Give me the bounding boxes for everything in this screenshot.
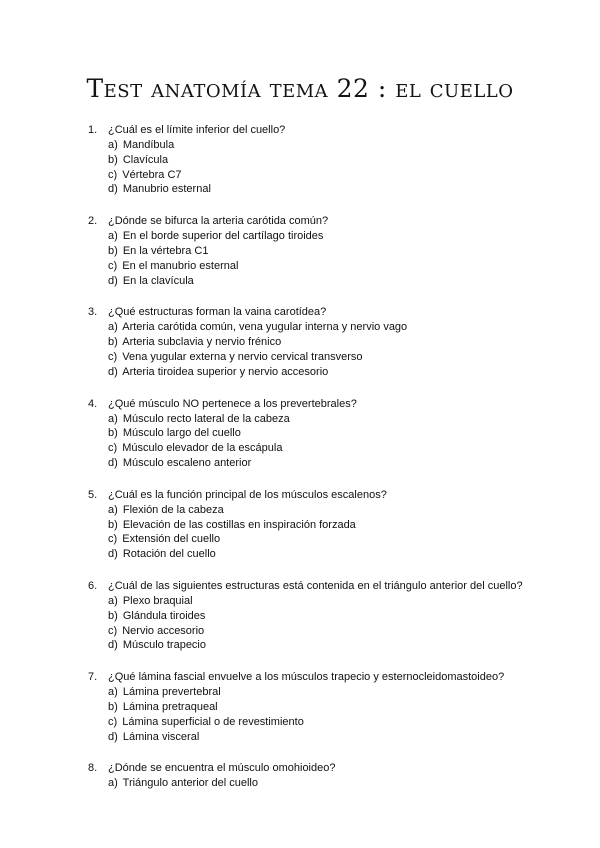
question-item — [88, 579, 568, 653]
question-item — [88, 123, 568, 197]
option-text: Músculo escaleno anterior — [122, 456, 252, 469]
option-item — [108, 320, 568, 335]
question-item — [88, 670, 568, 744]
question-item — [88, 761, 568, 791]
option-item — [108, 426, 568, 441]
option-list — [108, 320, 568, 379]
option-text: Músculo elevador de la escápula — [122, 442, 283, 455]
question-number: 8. — [88, 762, 98, 775]
option-list — [108, 503, 568, 562]
option-item — [108, 153, 568, 168]
option-list — [108, 412, 568, 471]
option-list — [108, 685, 568, 744]
question-number: 3. — [88, 306, 98, 319]
option-text: Triángulo anterior del cuello — [122, 777, 258, 790]
question-item — [88, 488, 568, 562]
option-letter: d) — [108, 730, 118, 743]
option-letter: b) — [108, 518, 118, 531]
option-letter: b) — [108, 427, 118, 440]
option-text: Músculo trapecio — [122, 639, 206, 652]
option-letter: b) — [108, 700, 118, 713]
option-text: Lámina prevertebral — [122, 686, 221, 699]
option-item — [108, 412, 568, 427]
question-text: ¿Qué estructuras forman la vaina carotídea? — [108, 306, 327, 319]
option-item — [108, 259, 568, 274]
option-item — [108, 274, 568, 289]
option-letter: a) — [108, 230, 118, 243]
option-item — [108, 532, 568, 547]
option-letter: c) — [108, 624, 118, 637]
question-text: ¿Qué lámina fascial envuelve a los músculos trapecio y esternocleidomastoideo? — [108, 671, 505, 684]
question-number: 6. — [88, 579, 98, 592]
question-text: ¿Qué músculo NO pertenece a los prevertebrales? — [108, 397, 357, 410]
option-item — [108, 730, 568, 745]
option-item — [108, 609, 568, 624]
option-item — [108, 503, 568, 518]
option-letter: b) — [108, 153, 118, 166]
question-text: ¿Cuál es la función principal de los músculos escalenos? — [108, 488, 387, 501]
option-text: Vértebra C7 — [122, 168, 182, 181]
option-letter: a) — [108, 686, 118, 699]
option-text: En la vértebra C1 — [122, 244, 209, 257]
option-text: Mandíbula — [122, 139, 175, 151]
option-letter: a) — [108, 321, 118, 334]
question-item — [88, 214, 568, 288]
option-item — [108, 350, 568, 365]
question-item — [88, 397, 568, 471]
option-letter: c) — [108, 715, 118, 728]
option-letter: a) — [108, 777, 118, 790]
option-text: Rotación del cuello — [122, 548, 216, 561]
option-text: Glándula tiroides — [122, 609, 206, 622]
page-title: Test anatomía tema 22 : el cuello — [86, 74, 514, 103]
option-text: Músculo largo del cuello — [122, 427, 241, 440]
option-letter: b) — [108, 244, 118, 257]
option-letter: d) — [108, 639, 118, 652]
question-number: 5. — [88, 488, 98, 501]
question-number: 2. — [88, 215, 98, 228]
option-letter: c) — [108, 442, 118, 455]
option-letter: a) — [108, 594, 118, 607]
option-item — [108, 335, 568, 350]
option-list — [108, 776, 568, 791]
option-text: Arteria carótida común, vena yugular interna y nervio vago — [122, 321, 408, 334]
question-number: 1. — [88, 124, 98, 136]
option-item — [108, 715, 568, 730]
option-text: En el borde superior del cartílago tiroides — [122, 230, 324, 243]
option-item — [108, 776, 568, 791]
option-letter: c) — [108, 350, 118, 363]
option-item — [108, 441, 568, 456]
option-text: Manubrio esternal — [122, 183, 211, 196]
option-letter: d) — [108, 183, 118, 196]
option-letter: c) — [108, 533, 118, 546]
option-letter: a) — [108, 139, 118, 151]
option-text: Lámina superficial o de revestimiento — [122, 715, 304, 728]
option-item — [108, 182, 568, 197]
option-text: En la clavícula — [122, 274, 194, 287]
option-item — [108, 456, 568, 471]
option-text: Lámina pretraqueal — [122, 700, 218, 713]
option-letter: b) — [108, 336, 118, 349]
option-letter: d) — [108, 548, 118, 561]
option-text: Arteria tiroidea superior y nervio accesorio — [122, 365, 329, 378]
option-text: Vena yugular externa y nervio cervical transverso — [122, 350, 363, 363]
option-item — [108, 244, 568, 259]
question-item — [88, 305, 568, 379]
option-text: Lámina visceral — [122, 730, 200, 743]
option-letter: a) — [108, 412, 118, 425]
option-text: Extensión del cuello — [122, 533, 221, 546]
option-item — [108, 547, 568, 562]
option-list — [108, 229, 568, 288]
question-text: ¿Cuál es el límite inferior del cuello? — [108, 124, 286, 136]
option-item — [108, 229, 568, 244]
option-letter: a) — [108, 503, 118, 516]
question-text: ¿Dónde se bifurca la arteria carótida común? — [108, 215, 329, 228]
option-item — [108, 685, 568, 700]
option-text: Músculo recto lateral de la cabeza — [122, 412, 290, 425]
option-text: Nervio accesorio — [122, 624, 205, 637]
option-letter: d) — [108, 456, 118, 469]
option-item — [108, 700, 568, 715]
option-list — [108, 138, 568, 197]
option-item — [108, 518, 568, 533]
option-letter: d) — [108, 274, 118, 287]
option-item — [108, 365, 568, 380]
option-text: Flexión de la cabeza — [122, 503, 224, 516]
question-number: 4. — [88, 397, 98, 410]
option-letter: c) — [108, 168, 118, 181]
option-text: En el manubrio esternal — [122, 259, 239, 272]
option-letter: d) — [108, 365, 118, 378]
option-text: Clavícula — [122, 153, 169, 166]
question-number: 7. — [88, 671, 98, 684]
option-item — [108, 638, 568, 653]
option-letter: b) — [108, 609, 118, 622]
question-text: ¿Dónde se encuentra el músculo omohioideo? — [108, 762, 336, 775]
option-item — [108, 168, 568, 183]
question-list — [88, 123, 568, 808]
option-list — [108, 594, 568, 653]
option-item — [108, 138, 568, 153]
option-letter: c) — [108, 259, 118, 272]
option-item — [108, 624, 568, 639]
option-text: Elevación de las costillas en inspiración forzada — [122, 518, 356, 531]
option-text: Arteria subclavia y nervio frénico — [122, 336, 282, 349]
question-text: ¿Cuál de las siguientes estructuras está contenida en el triángulo anterior del cuello? — [108, 579, 523, 592]
option-item — [108, 594, 568, 609]
option-text: Plexo braquial — [122, 594, 193, 607]
